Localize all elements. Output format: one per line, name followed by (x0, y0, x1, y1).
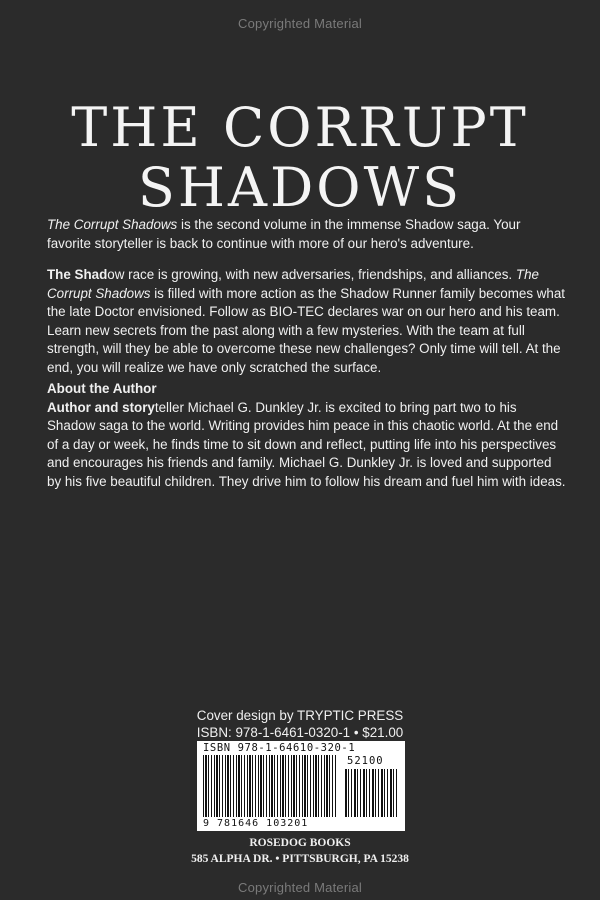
publisher-name: ROSEDOG BOOKS (249, 837, 351, 849)
barcode-isbn-text: ISBN 978-1-64610-320-1 (203, 742, 356, 754)
isbn-barcode (197, 741, 405, 831)
about-author-lead: Author and story (47, 399, 155, 415)
synopsis-text-a: ow race is growing, with new adversaries, friendships, and alliances. (107, 267, 516, 282)
copyright-watermark-top: Copyrighted Material (238, 16, 362, 31)
synopsis-text: is the second volume in the immense Shadow saga. Your favorite storyteller is back to continue with more of our hero's adventure. (47, 217, 521, 251)
synopsis-paragraph-2 (47, 266, 567, 377)
about-author-section (47, 380, 567, 491)
barcode-price-code: 52100 (347, 755, 384, 767)
copyright-watermark-bottom: Copyrighted Material (238, 880, 362, 895)
isbn-price-line: ISBN: 978-1-6461-0320-1 • $21.00 (196, 725, 404, 740)
book-title-inline: The Corrupt Shadows (47, 267, 539, 301)
book-title-inline: The Corrupt Shadows (47, 217, 178, 232)
about-author-heading: About the Author (47, 381, 157, 396)
publisher-address: 585 ALPHA DR. • PITTSBURGH, PA 15238 (191, 853, 409, 865)
book-title-line-2: SHADOWS (137, 156, 463, 220)
synopsis-text-b: is filled with more action as the Shadow Runner family becomes what the late Doctor envisioned. Follow as BIO-TEC declares war on our hero and his team. Learn new secrets from the past along with a few mysteries. With the team at full strength, will they be able to overcome these new challenges? Only time will tell. At the end, you will realize we have only scratched the surface. (47, 285, 566, 375)
barcode-digits: 9 781646 103201 (203, 818, 309, 829)
book-title (0, 98, 600, 218)
publisher-block (0, 835, 600, 867)
barcode-addon-bars-icon (345, 769, 399, 817)
synopsis-lead: The Shad (47, 267, 108, 282)
about-author-text: teller Michael G. Dunkley Jr. is excited to bring part two to his Shadow saga to the world. Writing provides him peace in this chaotic world. At the end of a day or week, he finds time to sit down and reflect, putting life into his perspectives and encourages his friends and family. Michael G. Dunkley Jr. is loved and supported by his five beautiful children. They drive him to follow his dream and fuel him with ideas. (47, 399, 566, 489)
barcode-bars-icon (203, 755, 337, 817)
cover-design-credit: Cover design by TRYPTIC PRESS (196, 708, 404, 723)
credits-block (0, 707, 600, 741)
synopsis-paragraph-1 (47, 216, 567, 253)
book-title-line-1: THE CORRUPT (71, 96, 529, 160)
